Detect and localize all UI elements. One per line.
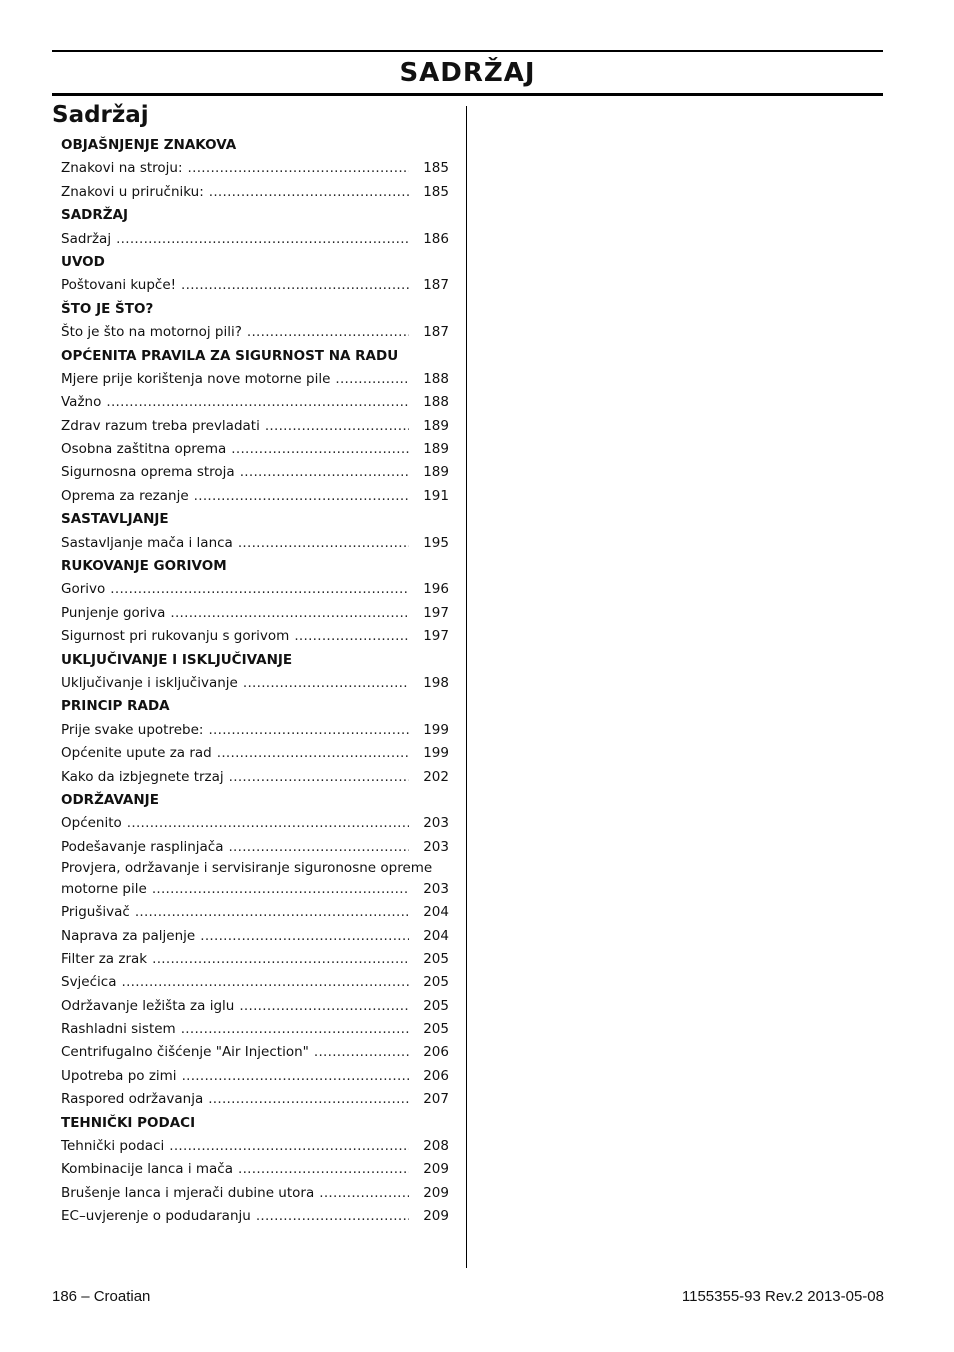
toc-page-number: 199: [423, 745, 449, 762]
toc-entry-title: Kombinacije lanca i mača: [61, 1161, 233, 1178]
toc-entry[interactable]: [61, 812, 449, 835]
toc-dot-leader: [319, 1182, 409, 1205]
toc-entry-title: Sadržaj: [61, 230, 112, 247]
toc-entry[interactable]: [61, 1065, 449, 1088]
toc-entry-title: Znakovi u priručniku:: [61, 183, 204, 200]
toc-page-number: 185: [423, 183, 449, 200]
toc-page-number: 207: [423, 1091, 449, 1108]
toc-entry-title: Općenite upute za rad: [61, 745, 212, 762]
toc-section-heading: TEHNIČKI PODACI: [61, 1114, 196, 1131]
toc-page-number: 186: [423, 230, 449, 247]
toc-dot-leader: [200, 925, 409, 948]
toc-section-heading: UKLJUČIVANJE I ISKLJUČIVANJE: [61, 651, 293, 668]
toc-entry[interactable]: [61, 901, 449, 924]
toc-entry-title: Naprava za paljenje: [61, 927, 196, 944]
toc-dot-leader: [208, 719, 409, 742]
toc-page-number: 187: [423, 324, 449, 341]
toc-entry[interactable]: [61, 672, 449, 695]
toc-section-heading: OPĆENITA PRAVILA ZA SIGURNOST NA RADU: [61, 347, 399, 364]
toc-page-number: 199: [423, 721, 449, 738]
toc-dot-leader: [335, 368, 409, 391]
toc-page-number: 205: [423, 974, 449, 991]
toc-page-number: 185: [423, 160, 449, 177]
toc-dot-leader: [194, 485, 409, 508]
toc-entry[interactable]: [61, 1088, 449, 1111]
toc-entry[interactable]: [61, 321, 449, 344]
toc-entry-title: Oprema za rezanje: [61, 487, 189, 504]
toc-entry[interactable]: [61, 274, 449, 297]
toc-entry[interactable]: [61, 181, 449, 204]
toc-dot-leader: [239, 995, 409, 1018]
toc-page-number: 209: [423, 1184, 449, 1201]
toc-dot-leader: [127, 812, 409, 835]
toc-entry[interactable]: [61, 1158, 449, 1181]
toc-page-number: 187: [423, 277, 449, 294]
toc-entry-title-line1: Provjera, održavanje i servisiranje siguronosne opreme: [61, 860, 433, 877]
toc-entry[interactable]: [61, 925, 449, 948]
toc-entry-title: Raspored održavanja: [61, 1091, 204, 1108]
toc-entry[interactable]: [61, 1182, 449, 1205]
toc-dot-leader: [152, 948, 409, 971]
toc-entry-title: Upotreba po zimi: [61, 1067, 177, 1084]
toc-entry[interactable]: [61, 948, 449, 971]
toc-entry[interactable]: [61, 1018, 449, 1041]
toc-page-number: 208: [423, 1138, 449, 1155]
toc-page-number: 206: [423, 1067, 449, 1084]
toc-section-heading: UVOD: [61, 253, 105, 270]
toc-dot-leader: [188, 157, 409, 180]
toc-entry-title: Prije svake upotrebe:: [61, 721, 204, 738]
toc-page-number: 191: [423, 487, 449, 504]
toc-page-number: 197: [423, 628, 449, 645]
toc-dot-leader: [135, 901, 409, 924]
toc-dot-leader: [152, 877, 409, 901]
toc-page-number: 204: [423, 927, 449, 944]
toc-entry-title: Punjenje goriva: [61, 604, 166, 621]
toc-dot-leader: [169, 1135, 409, 1158]
toc-entry-title: Mjere prije korištenja nove motorne pile: [61, 370, 331, 387]
toc-entry[interactable]: [61, 995, 449, 1018]
toc-entry-title: Sigurnosna oprema stroja: [61, 464, 235, 481]
toc-entry-title: Podešavanje rasplinjača: [61, 838, 224, 855]
toc-section-heading: ODRŽAVANJE: [61, 791, 159, 808]
toc-entry-title: Poštovani kupče!: [61, 277, 177, 294]
toc-section-heading: SASTAVLJANJE: [61, 511, 169, 528]
toc-entry[interactable]: [61, 1135, 449, 1158]
toc-entry-title: Uključivanje i isključivanje: [61, 674, 238, 691]
column-divider: [466, 106, 467, 1268]
toc-page-number: 205: [423, 997, 449, 1014]
toc-page-number: 202: [423, 768, 449, 785]
toc-entry-title: Centrifugalno čišćenje "Air Injection": [61, 1044, 309, 1061]
toc-section-heading: ŠTO JE ŠTO?: [61, 300, 154, 317]
toc-entry[interactable]: [61, 719, 449, 742]
toc-page-number: 189: [423, 464, 449, 481]
toc-page-number: 203: [423, 881, 449, 898]
toc-entry[interactable]: [61, 368, 449, 391]
toc-dot-leader: [106, 391, 409, 414]
toc-entry-title-line2: motorne pile: [61, 881, 147, 898]
toc-page-number: 204: [423, 904, 449, 921]
toc-page-number: 206: [423, 1044, 449, 1061]
toc-entry-title: Osobna zaštitna oprema: [61, 441, 227, 458]
toc-entry-title: Brušenje lanca i mjerači dubine utora: [61, 1184, 315, 1201]
toc-dot-leader: [170, 602, 409, 625]
toc-entry[interactable]: [61, 1041, 449, 1064]
section-title: Sadržaj: [52, 102, 149, 128]
toc-section-heading: PRINCIP RADA: [61, 698, 170, 715]
toc-entry-title: EC–uvjerenje o podudaranju: [61, 1208, 251, 1225]
toc-dot-leader: [116, 228, 409, 251]
toc-entry[interactable]: [61, 1205, 449, 1228]
toc-entry[interactable]: [61, 438, 449, 461]
toc-entry[interactable]: [61, 228, 449, 251]
toc-dot-leader: [294, 625, 409, 648]
toc-page-number: 189: [423, 417, 449, 434]
toc-page-number: 205: [423, 950, 449, 967]
toc-entry[interactable]: [61, 859, 449, 901]
toc-page-number: 198: [423, 674, 449, 691]
toc-dot-leader: [217, 742, 409, 765]
toc-page-number: 189: [423, 441, 449, 458]
toc-entry[interactable]: [61, 461, 449, 484]
toc-section-heading: SADRŽAJ: [61, 207, 129, 224]
toc-entry-title: Sigurnost pri rukovanju s gorivom: [61, 628, 290, 645]
header-top-rule: [52, 50, 883, 52]
toc-entry[interactable]: [61, 485, 449, 508]
toc-entry[interactable]: [61, 157, 449, 180]
toc-entry-title: Sastavljanje mača i lanca: [61, 534, 233, 551]
toc-entry-title: Filter za zrak: [61, 950, 148, 967]
toc-dot-leader: [231, 438, 409, 461]
toc-entry-title: Gorivo: [61, 581, 106, 598]
toc-entry[interactable]: [61, 532, 449, 555]
toc-entry-title: Tehnički podaci: [61, 1138, 165, 1155]
toc-dot-leader: [209, 181, 409, 204]
toc-entry-title: Zdrav razum treba prevladati: [61, 417, 260, 434]
toc-dot-leader: [265, 415, 409, 438]
page-header-title: SADRŽAJ: [399, 58, 536, 88]
toc-page-number: 188: [423, 394, 449, 411]
toc-page-number: 196: [423, 581, 449, 598]
toc-entry[interactable]: [61, 836, 449, 859]
toc-entry[interactable]: [61, 971, 449, 994]
toc-dot-leader: [240, 461, 409, 484]
toc-page-number: 209: [423, 1161, 449, 1178]
toc-dot-leader: [247, 321, 409, 344]
toc-dot-leader: [229, 766, 409, 789]
toc-page-number: 203: [423, 838, 449, 855]
footer-doc-id: 1155355-93 Rev.2 2013-05-08: [681, 1288, 884, 1305]
toc-dot-leader: [110, 578, 409, 601]
toc-dot-leader: [238, 1158, 409, 1181]
toc-entry-title: Rashladni sistem: [61, 1021, 176, 1038]
toc-dot-leader: [228, 836, 409, 859]
footer-page-label: 186 – Croatian: [52, 1288, 151, 1305]
toc-dot-leader: [314, 1041, 409, 1064]
toc-entry-title: Prigušivač: [61, 904, 130, 921]
toc-entry[interactable]: [61, 766, 449, 789]
toc-dot-leader: [182, 1065, 409, 1088]
toc-page-number: 197: [423, 604, 449, 621]
toc-dot-leader: [243, 672, 409, 695]
toc-page-number: 203: [423, 815, 449, 832]
toc-entry-title: Svjećica: [61, 974, 117, 991]
toc-entry-title: Znakovi na stroju:: [61, 160, 183, 177]
toc-entry[interactable]: [61, 742, 449, 765]
toc-page-number: 205: [423, 1021, 449, 1038]
toc-page-number: 188: [423, 370, 449, 387]
toc-page-number: 209: [423, 1208, 449, 1225]
toc-section-heading: OBJAŠNJENJE ZNAKOVA: [61, 137, 237, 153]
toc-dot-leader: [181, 274, 409, 297]
toc-dot-leader: [238, 532, 409, 555]
toc-entry-title: Što je što na motornoj pili?: [61, 324, 242, 341]
toc-entry-title: Općenito: [61, 815, 122, 832]
toc-dot-leader: [208, 1088, 409, 1111]
toc-dot-leader: [121, 971, 409, 994]
toc-page-number: 195: [423, 534, 449, 551]
table-of-contents: [61, 134, 449, 1229]
toc-dot-leader: [256, 1205, 409, 1228]
toc-entry[interactable]: [61, 578, 449, 601]
toc-entry[interactable]: [61, 602, 449, 625]
toc-entry-title: Važno: [61, 394, 102, 411]
toc-entry[interactable]: [61, 415, 449, 438]
toc-entry-title: Kako da izbjegnete trzaj: [61, 768, 224, 785]
toc-dot-leader: [181, 1018, 409, 1041]
toc-entry[interactable]: [61, 391, 449, 414]
toc-entry[interactable]: [61, 625, 449, 648]
toc-entry-title: Održavanje ležišta za iglu: [61, 997, 235, 1014]
header-bottom-rule: [52, 93, 883, 96]
toc-section-heading: RUKOVANJE GORIVOM: [61, 558, 227, 575]
